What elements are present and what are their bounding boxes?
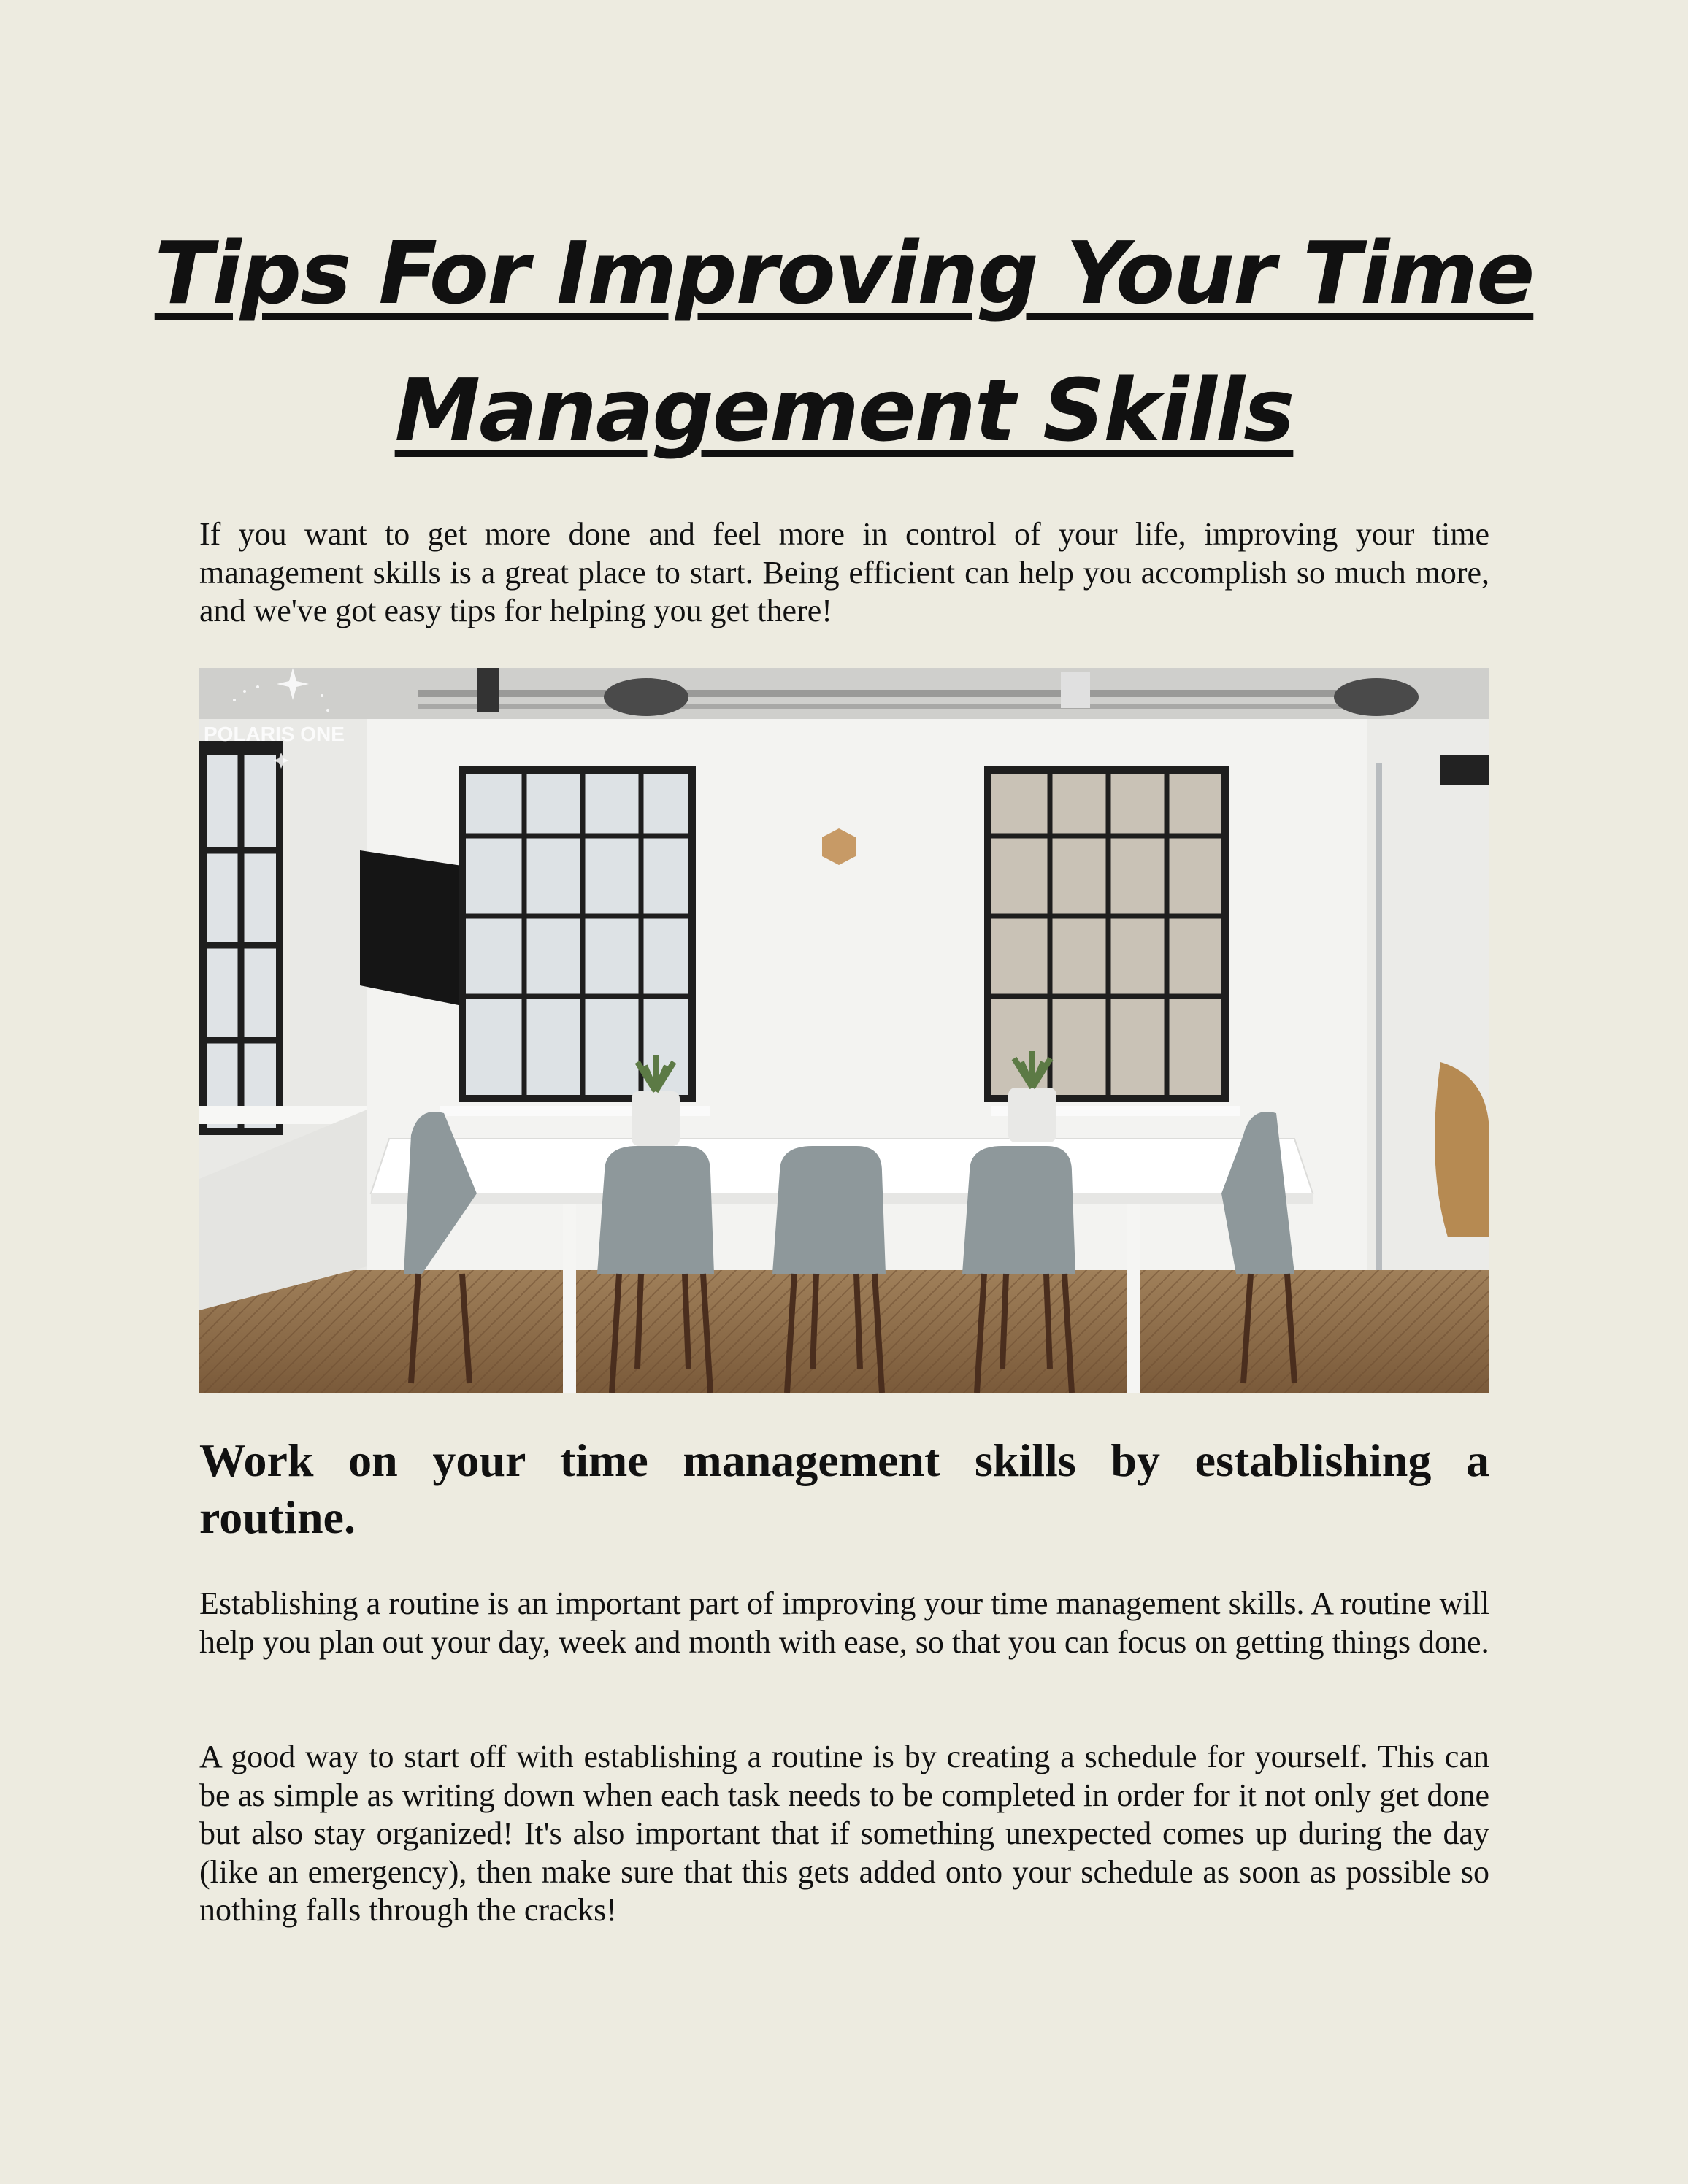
title-line-1: Tips For Improving Your Time bbox=[154, 223, 1534, 323]
intro-paragraph: If you want to get more done and feel more in control of your life, improving your time management skills is a great place to start. Being efficient can help you accomplish so much more, and we've got easy tips for helping you get there! bbox=[199, 516, 1489, 628]
meeting-room-photo bbox=[199, 668, 1489, 1393]
page-title bbox=[131, 204, 1557, 479]
section-paragraph-2: A good way to start off with establishing a routine is by creating a schedule for yourself. This can be as simple as writing down when each task needs to be completed in order for it not only get done but also stay organized! It's also important that if something unexpected comes up during the day (like an emergency), then make sure that this gets added onto your schedule as soon as possible so nothing falls through the cracks! bbox=[199, 1739, 1489, 1928]
section-paragraph-1: Establishing a routine is an important part of improving your time management skills. A routine will help you plan out your day, week and month with ease, so that you can focus on getting things done. bbox=[199, 1585, 1489, 1660]
section-heading: Work on your time management skills by establishing a routine. bbox=[199, 1434, 1489, 1543]
watermark-text: POLARIS ONE bbox=[204, 723, 345, 745]
title-line-2: Management Skills bbox=[394, 360, 1294, 461]
